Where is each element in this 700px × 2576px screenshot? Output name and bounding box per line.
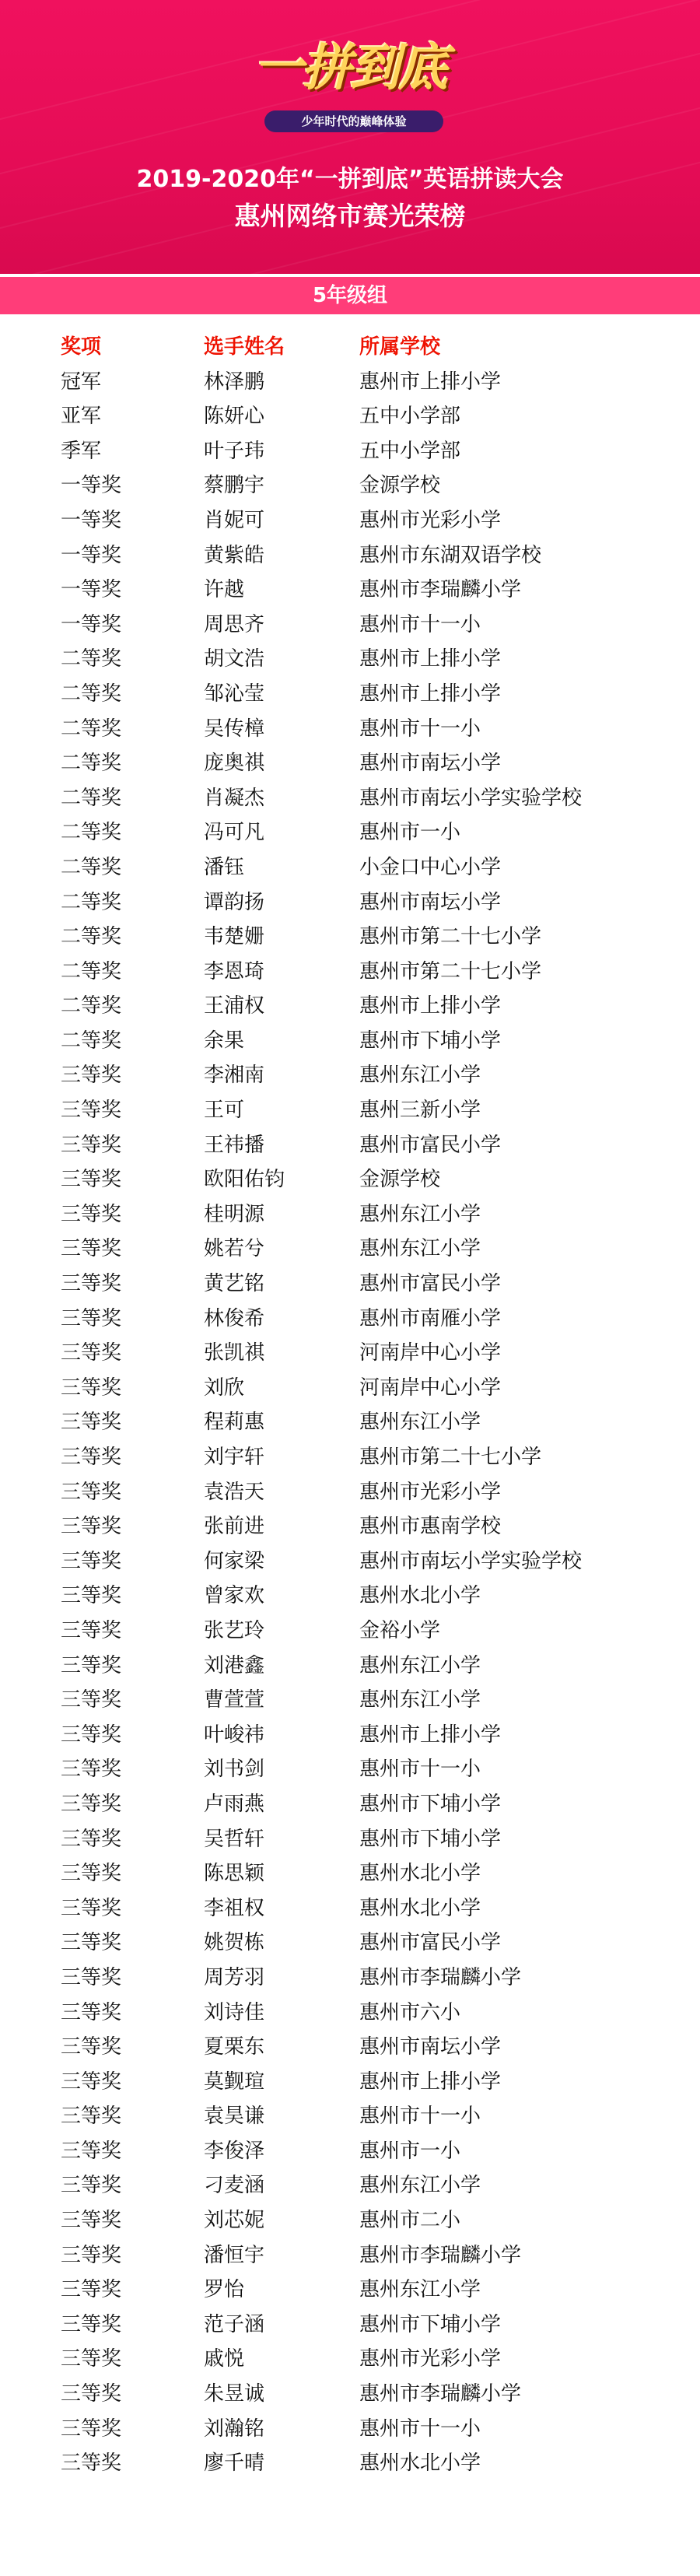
student-name-cell: 廖千晴 (204, 2452, 265, 2476)
student-name-cell: 吴传樟 (204, 717, 265, 741)
school-cell: 惠州市二小 (359, 2209, 461, 2233)
award-cell: 三等奖 (61, 1376, 122, 1400)
student-name-cell: 张凯祺 (204, 1341, 265, 1365)
school-cell: 惠州市李瑞麟小学 (359, 2243, 522, 2267)
table-row (0, 1718, 700, 1753)
school-cell: 惠州市南雁小学 (359, 1306, 502, 1330)
student-name-cell: 姚贺栋 (204, 1931, 265, 1955)
award-cell: 三等奖 (61, 2417, 122, 2441)
table-header-row (0, 330, 700, 365)
table-row (0, 573, 700, 608)
school-cell: 惠州东江小学 (359, 1237, 481, 1261)
school-cell: 河南岸中心小学 (359, 1341, 502, 1365)
school-cell: 惠州市第二十七小学 (359, 959, 542, 983)
school-cell: 惠州市六小 (359, 2000, 461, 2024)
award-cell: 三等奖 (61, 1446, 122, 1469)
award-cell: 三等奖 (61, 1306, 122, 1330)
award-cell: 三等奖 (61, 1653, 122, 1677)
table-row (0, 1267, 700, 1302)
school-cell: 惠州市光彩小学 (359, 508, 502, 532)
table-row (0, 781, 700, 816)
school-cell: 惠州市东湖双语学校 (359, 543, 542, 567)
school-cell: 惠州市一小 (359, 2139, 461, 2163)
award-cell: 三等奖 (61, 1237, 122, 1261)
table-row (0, 1302, 700, 1337)
award-cell: 三等奖 (61, 2278, 122, 2302)
school-cell: 惠州市下埔小学 (359, 1029, 502, 1053)
table-row (0, 989, 700, 1024)
student-name-cell: 李俊泽 (204, 2139, 265, 2163)
table-row (0, 1024, 700, 1059)
award-cell: 冠军 (61, 370, 102, 394)
award-cell: 二等奖 (61, 855, 122, 879)
award-cell: 三等奖 (61, 1723, 122, 1747)
student-name-cell: 吴哲轩 (204, 1827, 265, 1851)
results-table (0, 330, 700, 2481)
table-row (0, 2065, 700, 2100)
award-cell: 三等奖 (61, 1480, 122, 1504)
award-cell: 一等奖 (61, 578, 122, 602)
table-row (0, 2134, 700, 2169)
award-cell: 三等奖 (61, 1618, 122, 1642)
student-name-cell: 黄紫皓 (204, 543, 265, 567)
award-cell: 二等奖 (61, 925, 122, 949)
student-name-cell: 余果 (204, 1029, 245, 1053)
student-name-cell: 莫觐瑄 (204, 2070, 265, 2094)
table-row (0, 955, 700, 990)
student-name-cell: 张前进 (204, 1515, 265, 1539)
table-row (0, 2308, 700, 2343)
award-cell: 三等奖 (61, 1411, 122, 1435)
table-row (0, 399, 700, 434)
logo-slogan: 少年时代的巅峰体验 (264, 110, 443, 132)
school-cell: 惠州东江小学 (359, 1411, 481, 1435)
student-name-cell: 桂明源 (204, 1202, 265, 1226)
student-name-cell: 邹沁莹 (204, 682, 265, 706)
table-row (0, 920, 700, 955)
award-cell: 二等奖 (61, 890, 122, 914)
table-row (0, 1232, 700, 1267)
student-name-cell: 潘恒宇 (204, 2243, 265, 2267)
school-cell: 惠州市上排小学 (359, 2070, 502, 2094)
school-cell: 惠州东江小学 (359, 2278, 481, 2302)
award-cell: 三等奖 (61, 1758, 122, 1782)
school-cell: 惠州市富民小学 (359, 1931, 502, 1955)
table-row (0, 1058, 700, 1093)
school-cell: 惠州水北小学 (359, 1896, 481, 1920)
school-cell: 惠州市下埔小学 (359, 1792, 502, 1816)
table-row (0, 712, 700, 747)
table-row (0, 1128, 700, 1163)
school-cell: 惠州东江小学 (359, 1202, 481, 1226)
award-cell: 一等奖 (61, 508, 122, 532)
column-header-award: 奖项 (61, 335, 102, 359)
award-cell: 一等奖 (61, 612, 122, 636)
student-name-cell: 周芳羽 (204, 1965, 265, 1989)
student-name-cell: 刘瀚铭 (204, 2417, 265, 2441)
award-cell: 三等奖 (61, 1341, 122, 1365)
student-name-cell: 许越 (204, 578, 245, 602)
student-name-cell: 陈妍心 (204, 405, 265, 429)
table-row (0, 1162, 700, 1197)
school-cell: 金源学校 (359, 474, 441, 498)
student-name-cell: 叶峻祎 (204, 1723, 265, 1747)
student-name-cell: 肖凝杰 (204, 786, 265, 810)
table-body (0, 365, 700, 2481)
school-cell: 惠州市上排小学 (359, 647, 502, 671)
table-row (0, 815, 700, 850)
award-cell: 三等奖 (61, 1584, 122, 1608)
table-row (0, 2446, 700, 2481)
student-name-cell: 林俊希 (204, 1306, 265, 1330)
school-cell: 惠州市下埔小学 (359, 1827, 502, 1851)
award-cell: 二等奖 (61, 1029, 122, 1053)
table-row (0, 2377, 700, 2412)
school-cell: 惠州市上排小学 (359, 682, 502, 706)
table-row (0, 434, 700, 469)
student-name-cell: 刘书剑 (204, 1758, 265, 1782)
page-title: 惠州网络市赛光荣榜 (234, 201, 466, 231)
student-name-cell: 袁昊谦 (204, 2105, 265, 2129)
school-cell: 惠州市第二十七小学 (359, 1446, 542, 1469)
table-row (0, 677, 700, 712)
school-cell: 小金口中心小学 (359, 855, 502, 879)
award-cell: 三等奖 (61, 2035, 122, 2059)
award-cell: 三等奖 (61, 1202, 122, 1226)
table-row (0, 608, 700, 643)
award-cell: 三等奖 (61, 2243, 122, 2267)
student-name-cell: 刘芯妮 (204, 2209, 265, 2233)
school-cell: 金裕小学 (359, 1618, 441, 1642)
student-name-cell: 王祎播 (204, 1133, 265, 1157)
school-cell: 惠州市十一小 (359, 612, 481, 636)
student-name-cell: 王可 (204, 1099, 245, 1123)
award-cell: 二等奖 (61, 717, 122, 741)
table-row (0, 2412, 700, 2447)
student-name-cell: 叶子玮 (204, 439, 265, 463)
event-logo (210, 11, 490, 151)
award-cell: 三等奖 (61, 2070, 122, 2094)
school-cell: 惠州东江小学 (359, 1064, 481, 1088)
award-cell: 三等奖 (61, 1688, 122, 1712)
school-cell: 惠州东江小学 (359, 2174, 481, 2198)
student-name-cell: 蔡鹏宇 (204, 474, 265, 498)
school-cell: 河南岸中心小学 (359, 1376, 502, 1400)
school-cell: 惠州市李瑞麟小学 (359, 1965, 522, 1989)
table-row (0, 885, 700, 920)
award-cell: 三等奖 (61, 2209, 122, 2233)
student-name-cell: 欧阳佑钧 (204, 1168, 285, 1192)
student-name-cell: 何家梁 (204, 1549, 265, 1573)
table-row (0, 2238, 700, 2273)
award-cell: 三等奖 (61, 2174, 122, 2198)
school-cell: 惠州市十一小 (359, 717, 481, 741)
table-row (0, 365, 700, 400)
student-name-cell: 李湘南 (204, 1064, 265, 1088)
school-cell: 金源学校 (359, 1168, 441, 1192)
student-name-cell: 夏栗东 (204, 2035, 265, 2059)
table-row (0, 1683, 700, 1718)
table-row (0, 503, 700, 538)
school-cell: 惠州水北小学 (359, 1584, 481, 1608)
award-cell: 三等奖 (61, 2347, 122, 2371)
table-row (0, 1614, 700, 1649)
award-cell: 二等奖 (61, 959, 122, 983)
table-row (0, 1579, 700, 1614)
table-row (0, 1961, 700, 1996)
award-cell: 三等奖 (61, 1515, 122, 1539)
student-name-cell: 潘钰 (204, 855, 245, 879)
table-row (0, 2168, 700, 2203)
table-row (0, 1856, 700, 1891)
student-name-cell: 刘宇轩 (204, 1446, 265, 1469)
award-cell: 一等奖 (61, 543, 122, 567)
award-cell: 一等奖 (61, 474, 122, 498)
table-row (0, 1891, 700, 1926)
award-cell: 二等奖 (61, 682, 122, 706)
column-header-school: 所属学校 (359, 335, 441, 359)
award-cell: 三等奖 (61, 1827, 122, 1851)
school-cell: 惠州市富民小学 (359, 1272, 502, 1296)
school-cell: 惠州市南坛小学实验学校 (359, 786, 583, 810)
table-row (0, 1405, 700, 1440)
award-cell: 三等奖 (61, 1549, 122, 1573)
table-row (0, 1926, 700, 1961)
student-name-cell: 朱昱诚 (204, 2382, 265, 2406)
table-row (0, 642, 700, 677)
student-name-cell: 刘欣 (204, 1376, 245, 1400)
award-cell: 三等奖 (61, 1168, 122, 1192)
banner-header (0, 0, 700, 274)
award-cell: 二等奖 (61, 786, 122, 810)
school-cell: 惠州市惠南学校 (359, 1515, 502, 1539)
award-cell: 二等奖 (61, 647, 122, 671)
school-cell: 惠州东江小学 (359, 1688, 481, 1712)
award-cell: 二等奖 (61, 752, 122, 776)
school-cell: 惠州市南坛小学实验学校 (359, 1549, 583, 1573)
student-name-cell: 曾家欢 (204, 1584, 265, 1608)
award-cell: 三等奖 (61, 1965, 122, 1989)
student-name-cell: 范子涵 (204, 2312, 265, 2336)
school-cell: 惠州市十一小 (359, 1758, 481, 1782)
table-row (0, 2099, 700, 2134)
school-cell: 惠州市光彩小学 (359, 1480, 502, 1504)
school-cell: 惠州市南坛小学 (359, 890, 502, 914)
school-cell: 惠州市上排小学 (359, 1723, 502, 1747)
student-name-cell: 袁浩天 (204, 1480, 265, 1504)
award-cell: 三等奖 (61, 2105, 122, 2129)
table-row (0, 1475, 700, 1510)
student-name-cell: 程莉惠 (204, 1411, 265, 1435)
table-row (0, 2203, 700, 2238)
student-name-cell: 王浦权 (204, 994, 265, 1018)
student-name-cell: 姚若兮 (204, 1237, 265, 1261)
table-row (0, 2030, 700, 2065)
school-cell: 惠州东江小学 (359, 1653, 481, 1677)
table-row (0, 1752, 700, 1787)
award-cell: 三等奖 (61, 1931, 122, 1955)
student-name-cell: 李恩琦 (204, 959, 265, 983)
school-cell: 五中小学部 (359, 405, 461, 429)
student-name-cell: 卢雨燕 (204, 1792, 265, 1816)
student-name-cell: 刘诗佳 (204, 2000, 265, 2024)
student-name-cell: 戚悦 (204, 2347, 245, 2371)
award-cell: 三等奖 (61, 1896, 122, 1920)
student-name-cell: 冯可凡 (204, 821, 265, 845)
student-name-cell: 罗怡 (204, 2278, 245, 2302)
table-row (0, 1440, 700, 1475)
table-row (0, 538, 700, 573)
table-row (0, 1787, 700, 1822)
table-row (0, 1197, 700, 1232)
school-cell: 五中小学部 (359, 439, 461, 463)
school-cell: 惠州水北小学 (359, 1862, 481, 1886)
table-row (0, 468, 700, 503)
school-cell: 惠州三新小学 (359, 1099, 481, 1123)
table-row (0, 1336, 700, 1371)
award-cell: 三等奖 (61, 2139, 122, 2163)
award-cell: 二等奖 (61, 994, 122, 1018)
student-name-cell: 韦楚姗 (204, 925, 265, 949)
award-cell: 三等奖 (61, 1272, 122, 1296)
school-cell: 惠州市上排小学 (359, 370, 502, 394)
table-row (0, 1509, 700, 1544)
student-name-cell: 李祖权 (204, 1896, 265, 1920)
school-cell: 惠州市一小 (359, 821, 461, 845)
school-cell: 惠州市下埔小学 (359, 2312, 502, 2336)
table-row (0, 1822, 700, 1857)
school-cell: 惠州市南坛小学 (359, 2035, 502, 2059)
student-name-cell: 林泽鹏 (204, 370, 265, 394)
table-row (0, 746, 700, 781)
school-cell: 惠州市李瑞麟小学 (359, 2382, 522, 2406)
school-cell: 惠州市十一小 (359, 2105, 481, 2129)
award-cell: 亚军 (61, 405, 102, 429)
group-label-bar: 5年级组 (0, 277, 700, 314)
award-cell: 二等奖 (61, 821, 122, 845)
student-name-cell: 黄艺铭 (204, 1272, 265, 1296)
award-cell: 三等奖 (61, 1064, 122, 1088)
award-cell: 三等奖 (61, 2312, 122, 2336)
school-cell: 惠州市李瑞麟小学 (359, 578, 522, 602)
student-name-cell: 庞奥祺 (204, 752, 265, 776)
award-cell: 三等奖 (61, 1792, 122, 1816)
table-row (0, 850, 700, 885)
student-name-cell: 刁麦涵 (204, 2174, 265, 2198)
award-cell: 季军 (61, 439, 102, 463)
table-row (0, 2273, 700, 2308)
award-cell: 三等奖 (61, 2000, 122, 2024)
school-cell: 惠州市上排小学 (359, 994, 502, 1018)
award-cell: 三等奖 (61, 1133, 122, 1157)
student-name-cell: 曹萱萱 (204, 1688, 265, 1712)
table-row (0, 1996, 700, 2031)
student-name-cell: 刘港鑫 (204, 1653, 265, 1677)
event-title: 2019-2020年“一拼到底”英语拼读大会 (136, 166, 564, 193)
school-cell: 惠州市光彩小学 (359, 2347, 502, 2371)
student-name-cell: 胡文浩 (204, 647, 265, 671)
column-header-name: 选手姓名 (204, 335, 285, 359)
school-cell: 惠州市第二十七小学 (359, 925, 542, 949)
student-name-cell: 陈思颖 (204, 1862, 265, 1886)
logo-text: 一拼到底 (254, 40, 446, 97)
student-name-cell: 张艺玲 (204, 1618, 265, 1642)
table-row (0, 1544, 700, 1579)
award-cell: 三等奖 (61, 2382, 122, 2406)
student-name-cell: 周思齐 (204, 612, 265, 636)
award-cell: 三等奖 (61, 2452, 122, 2476)
table-row (0, 1649, 700, 1684)
school-cell: 惠州市十一小 (359, 2417, 481, 2441)
table-row (0, 2342, 700, 2377)
school-cell: 惠州市富民小学 (359, 1133, 502, 1157)
school-cell: 惠州市南坛小学 (359, 752, 502, 776)
award-cell: 三等奖 (61, 1862, 122, 1886)
student-name-cell: 肖妮可 (204, 508, 265, 532)
award-cell: 三等奖 (61, 1099, 122, 1123)
student-name-cell: 谭韵扬 (204, 890, 265, 914)
table-row (0, 1093, 700, 1128)
table-row (0, 1371, 700, 1406)
school-cell: 惠州水北小学 (359, 2452, 481, 2476)
